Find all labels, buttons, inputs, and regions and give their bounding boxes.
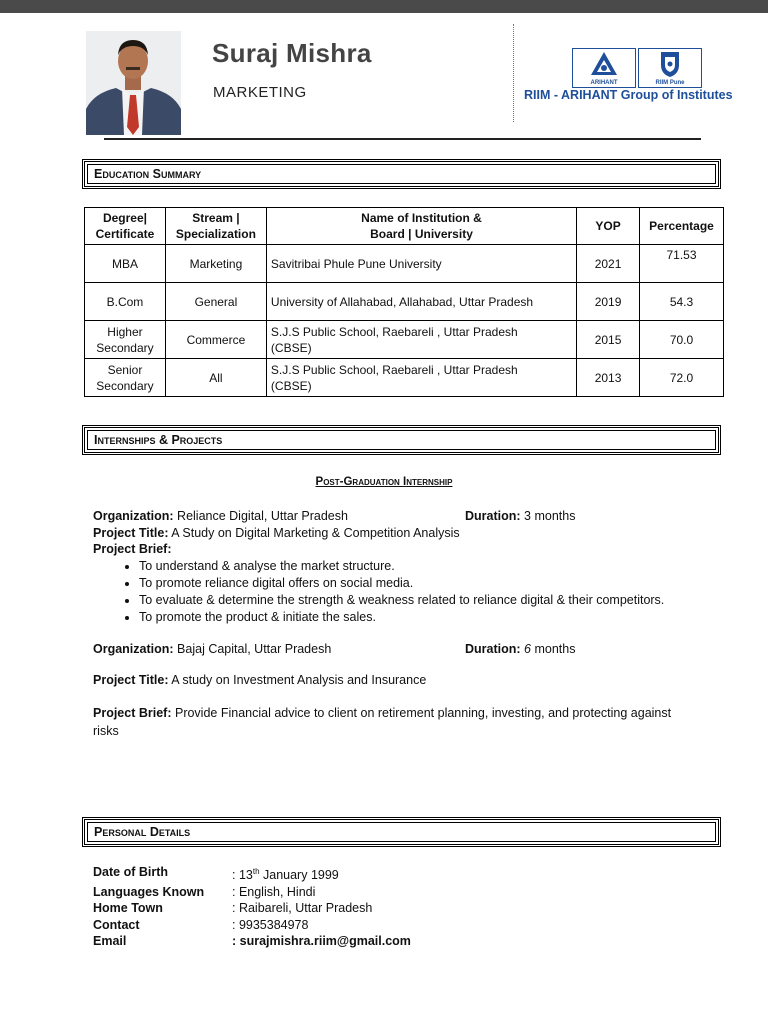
detail-row-email bbox=[93, 933, 411, 950]
cell-degree: MBA bbox=[85, 245, 166, 283]
internships-section-title: Internships & Projects bbox=[94, 433, 223, 447]
label-duration: Duration: bbox=[465, 509, 521, 523]
detail-value: : Raibareli, Uttar Pradesh bbox=[232, 901, 373, 916]
list-item: • To understand & analyse the market structure. bbox=[139, 558, 664, 575]
riim-logo-caption: RIIM Pune bbox=[655, 80, 685, 86]
table-row bbox=[85, 245, 724, 283]
education-section-title: Education Summary bbox=[94, 167, 202, 181]
cell-institution: Savitribai Phule Pune University bbox=[266, 245, 576, 283]
cell-degree: Higher Secondary bbox=[85, 321, 166, 359]
cell-yop: 2019 bbox=[577, 283, 640, 321]
second-brief-row bbox=[93, 704, 671, 722]
first-duration: 3 months bbox=[524, 509, 576, 523]
arihant-logo-caption: ARIHANT bbox=[590, 80, 618, 86]
header-rule bbox=[104, 138, 701, 140]
table-row bbox=[85, 359, 724, 397]
education-table bbox=[84, 207, 724, 397]
cell-yop: 2021 bbox=[577, 245, 640, 283]
riim-logo-icon bbox=[638, 48, 702, 88]
institute-name: RIIM - ARIHANT Group of Institutes bbox=[524, 88, 733, 102]
cell-yop: 2015 bbox=[577, 321, 640, 359]
cell-stream: Marketing bbox=[165, 245, 266, 283]
table-row bbox=[85, 321, 724, 359]
cell-stream: All bbox=[165, 359, 266, 397]
internship-first bbox=[93, 508, 664, 626]
cell-percentage: 72.0 bbox=[640, 359, 724, 397]
first-org-row bbox=[93, 508, 664, 525]
second-duration-unit: months bbox=[531, 642, 576, 656]
detail-label: Date of Birth bbox=[93, 865, 168, 879]
first-organization: Reliance Digital, Uttar Pradesh bbox=[177, 509, 348, 523]
label-project-brief: Project Brief: bbox=[93, 706, 172, 720]
education-section-header bbox=[82, 159, 721, 189]
table-row bbox=[85, 283, 724, 321]
top-bar bbox=[0, 0, 768, 13]
cell-stream: Commerce bbox=[165, 321, 266, 359]
list-item: • To evaluate & determine the strength & weakness related to reliance digital & their competitors. bbox=[139, 592, 664, 609]
second-brief-block bbox=[93, 704, 671, 740]
detail-value-email: : surajmishra.riim@gmail.com bbox=[232, 934, 411, 949]
first-title-row bbox=[93, 525, 664, 542]
education-table-header bbox=[85, 208, 724, 245]
cell-institution: University of Allahabad, Allahabad, Uttar Pradesh bbox=[266, 283, 576, 321]
label-duration: Duration: bbox=[465, 642, 521, 656]
second-duration-wrap bbox=[465, 641, 575, 658]
header-yop: YOP bbox=[577, 208, 640, 245]
second-title-block bbox=[93, 672, 426, 689]
detail-value: : English, Hindi bbox=[232, 884, 316, 899]
internship-second bbox=[93, 641, 576, 658]
cell-yop: 2013 bbox=[577, 359, 640, 397]
detail-row-contact bbox=[93, 917, 411, 934]
detail-label: Languages Known bbox=[93, 884, 205, 899]
detail-value: : 13th January 1999 bbox=[232, 867, 339, 883]
department: MARKETING bbox=[213, 84, 307, 101]
list-item: • To promote the product & initiate the sales. bbox=[139, 609, 664, 626]
header-percentage: Percentage bbox=[640, 208, 724, 245]
cell-percentage: 70.0 bbox=[640, 321, 724, 359]
second-org-row bbox=[93, 641, 576, 658]
second-brief-line2: risks bbox=[93, 724, 119, 738]
detail-value: : 9935384978 bbox=[232, 917, 309, 932]
profile-photo bbox=[86, 31, 181, 135]
header-divider bbox=[513, 24, 514, 122]
cell-degree: Senior Secondary bbox=[85, 359, 166, 397]
detail-row-hometown bbox=[93, 900, 411, 917]
detail-label: Home Town bbox=[93, 901, 163, 916]
personal-section-title: Personal Details bbox=[94, 825, 191, 839]
label-project-brief: Project Brief: bbox=[93, 542, 172, 556]
detail-row-languages bbox=[93, 884, 411, 901]
detail-label: Email bbox=[93, 934, 127, 949]
header-stream: Stream | Specialization bbox=[165, 208, 266, 245]
detail-row-dob bbox=[93, 864, 411, 884]
arihant-logo-icon bbox=[572, 48, 636, 88]
cell-institution: S.J.S Public School, Raebareli , Uttar Pradesh (CBSE) bbox=[266, 321, 576, 359]
label-project-title: Project Title: bbox=[93, 525, 169, 540]
internships-section-header bbox=[82, 425, 721, 455]
second-brief-line1: Provide Financial advice to client on retirement planning, investing, and protecting against bbox=[174, 706, 672, 720]
cell-stream: General bbox=[165, 283, 266, 321]
institute-logo bbox=[522, 46, 752, 112]
candidate-name: Suraj Mishra bbox=[212, 38, 372, 68]
detail-label: Contact bbox=[93, 917, 140, 932]
header-degree: Degree| Certificate bbox=[85, 208, 166, 245]
personal-section-header bbox=[82, 817, 721, 847]
second-project-title: A study on Investment Analysis and Insurance bbox=[171, 673, 427, 687]
cell-degree: B.Com bbox=[85, 283, 166, 321]
header-institution: Name of Institution & Board | University bbox=[266, 208, 576, 245]
first-brief-row bbox=[93, 541, 664, 558]
cell-institution: S.J.S Public School, Raebareli , Uttar Pradesh (CBSE) bbox=[266, 359, 576, 397]
label-organization: Organization: bbox=[93, 642, 174, 656]
cell-percentage: 71.53 bbox=[640, 245, 724, 283]
personal-details bbox=[93, 864, 411, 950]
second-organization: Bajaj Capital, Uttar Pradesh bbox=[177, 642, 332, 656]
first-duration-wrap bbox=[465, 508, 575, 525]
first-project-title: A Study on Digital Marketing & Competition Analysis bbox=[171, 525, 460, 540]
internship-subtitle: Post-Graduation Internship bbox=[315, 476, 453, 488]
cell-percentage: 54.3 bbox=[640, 283, 724, 321]
first-brief-list bbox=[93, 558, 664, 626]
second-duration-number: 6 bbox=[524, 642, 531, 656]
label-project-title: Project Title: bbox=[93, 673, 169, 687]
second-title-row bbox=[93, 672, 426, 689]
list-item: • To promote reliance digital offers on social media. bbox=[139, 575, 664, 592]
label-organization: Organization: bbox=[93, 509, 174, 523]
